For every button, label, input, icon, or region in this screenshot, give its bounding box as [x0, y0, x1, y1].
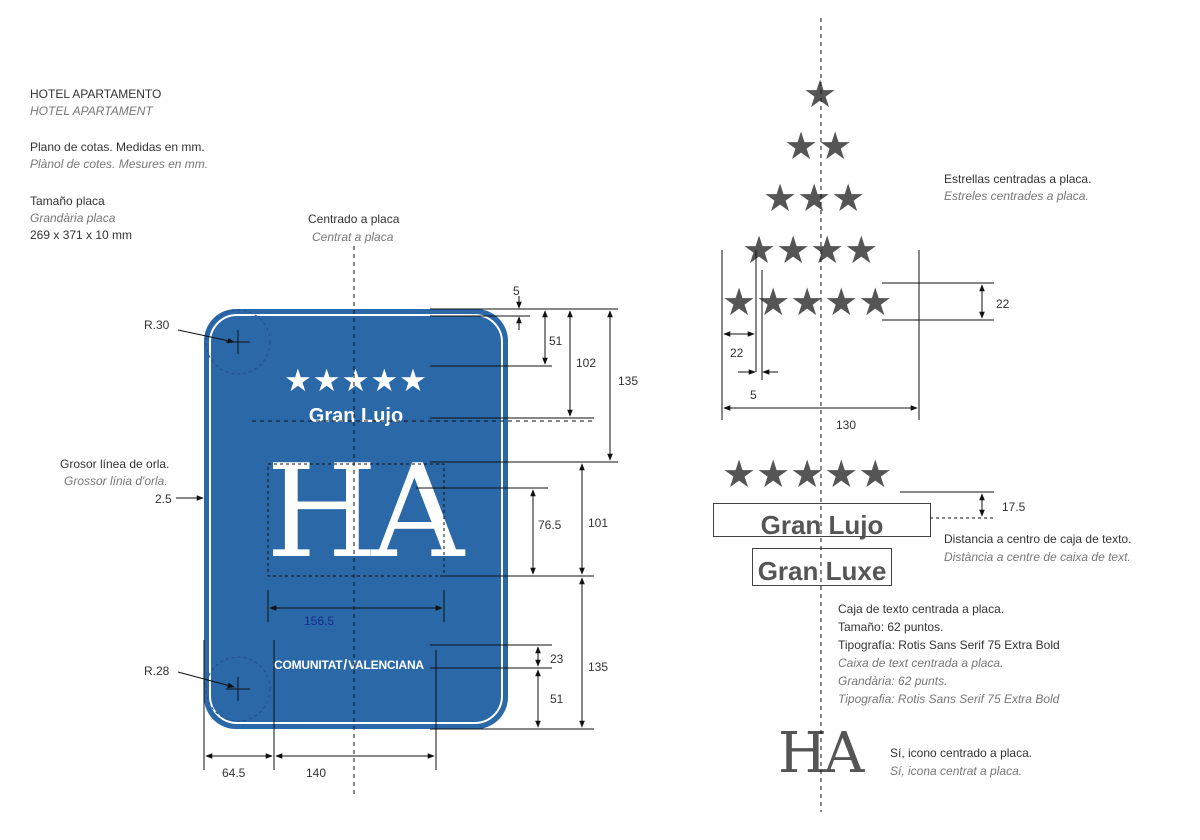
size-label-alt: Grandària placa: [30, 211, 116, 225]
dim-5: 5: [513, 284, 520, 298]
dim-51-top: 51: [549, 334, 563, 348]
icon-centered-label-alt: Sí, icona centrat a placa.: [890, 764, 1023, 778]
icon-centered-label: Sí, icono centrado a placa.: [890, 746, 1033, 760]
plate-stars: ★★★★★: [284, 363, 428, 398]
centered-label: Centrado a placa: [308, 212, 400, 226]
ha-box: [268, 464, 444, 576]
region-right: VALENCIANA: [348, 658, 424, 672]
dim-stars-width: 130: [836, 418, 857, 432]
radius-top-label: R.30: [144, 318, 170, 332]
distance-label-alt: Distància a centre de caixa de text.: [944, 550, 1131, 564]
dim-star-height: 22: [996, 297, 1010, 311]
dim-textbox-distance: 17.5: [1002, 500, 1026, 514]
dim-star-gap: 5: [750, 388, 757, 402]
sample-icon: HA: [778, 721, 862, 786]
stars-centered-label: Estrellas centradas a placa.: [944, 172, 1092, 186]
dim-64-5: 64.5: [222, 766, 246, 780]
plate-code: HA: [266, 438, 459, 587]
star-row-6: ★★★★★: [722, 454, 893, 496]
title: HOTEL APARTAMENTO: [30, 87, 162, 101]
size-value: 269 x 371 x 10 mm: [30, 228, 133, 242]
dim-76-5: 76.5: [538, 518, 562, 532]
dim-51-bottom: 51: [550, 692, 564, 706]
dim-101: 101: [588, 516, 609, 530]
textbox-label-1: Caja de texto centrada a placa.: [838, 602, 1005, 616]
sample-gran-luxe: Gran Luxe: [752, 548, 892, 586]
dim-star-width: 22: [730, 346, 744, 360]
dim-156-5: 156.5: [304, 614, 335, 628]
distance-label: Distancia a centro de caja de texto.: [944, 532, 1132, 546]
textbox-label-3-alt: Tipografia: Rotis Sans Serif 75 Extra Bold: [838, 692, 1060, 706]
radius-bottom-label: R.28: [144, 664, 170, 678]
size-label: Tamaño placa: [30, 194, 105, 208]
border-label: Grosor línea de orla.: [60, 457, 170, 471]
title-alt: HOTEL APARTAMENT: [30, 104, 153, 118]
dim-102: 102: [576, 356, 597, 370]
border-label-alt: Grossor línia d'orla.: [64, 474, 168, 488]
plan-label-alt: Plànol de cotes. Mesures en mm.: [30, 157, 209, 171]
star-row-2: ★★: [784, 126, 853, 168]
plate-category: Gran Lujo: [308, 405, 404, 427]
region-left: COMUNITAT: [274, 658, 343, 672]
dim-135-top: 135: [618, 374, 639, 388]
star-row-5: ★★★★★: [722, 282, 893, 324]
sample-gran-lujo: Gran Lujo: [713, 503, 931, 537]
star-row-3: ★★★: [763, 178, 866, 220]
star-row-4: ★★★★: [742, 230, 879, 272]
textbox-label-2: Tamaño: 62 puntos.: [838, 620, 944, 634]
palm-icon: /: [343, 656, 348, 672]
textbox-label-2-alt: Grandària: 62 punts.: [838, 674, 948, 688]
plan-label: Plano de cotas. Medidas en mm.: [30, 140, 205, 154]
dim-23: 23: [550, 652, 564, 666]
textbox-label-3: Tipografía: Rotis Sans Serif 75 Extra Bold: [838, 638, 1060, 652]
stars-centered-label-alt: Estreles centrades a placa.: [944, 189, 1089, 203]
dim-140: 140: [306, 766, 327, 780]
dim-135-bottom: 135: [588, 660, 609, 674]
textbox-label-1-alt: Caixa de text centrada a placa.: [838, 656, 1004, 670]
star-row-1: ★: [803, 74, 838, 116]
border-value: 2.5: [155, 492, 172, 506]
centered-label-alt: Centrat a placa: [312, 230, 394, 244]
